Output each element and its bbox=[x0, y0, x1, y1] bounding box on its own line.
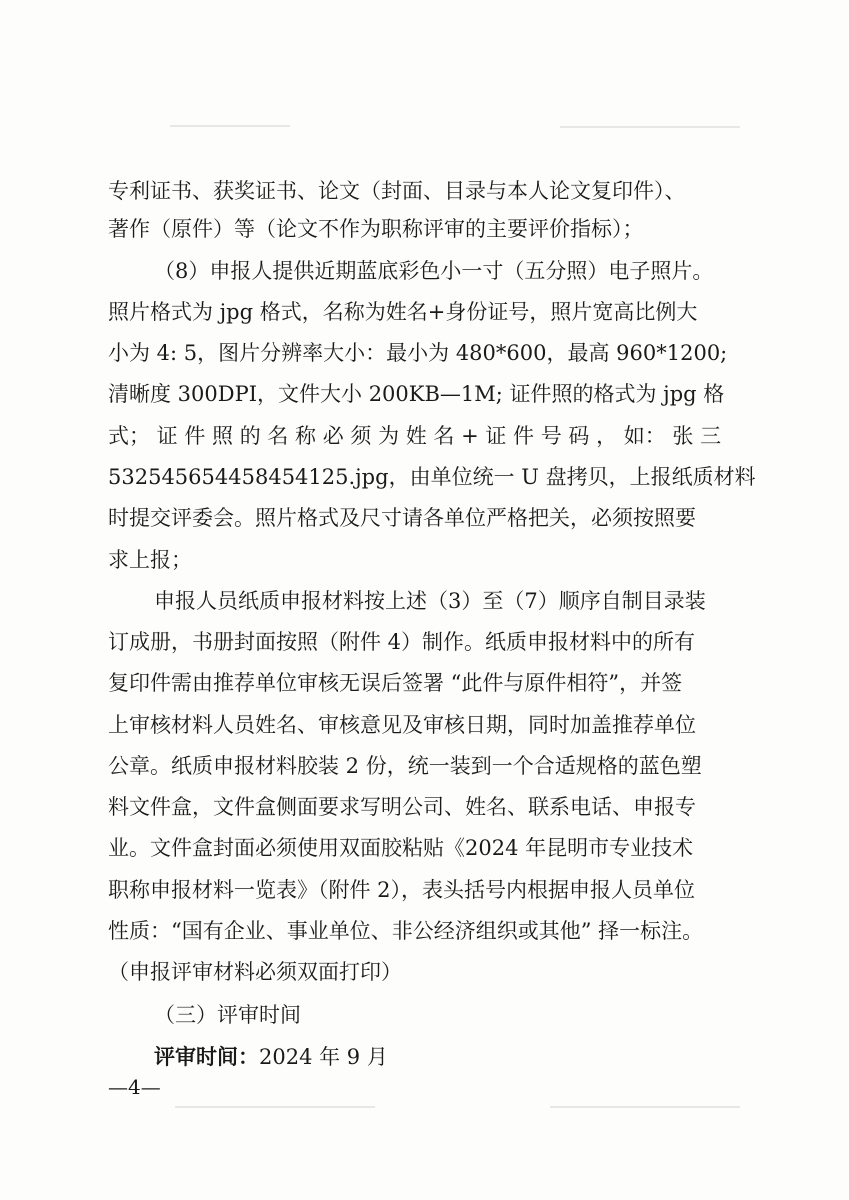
body-line-4 bbox=[108, 297, 697, 327]
body-line-5 bbox=[108, 338, 727, 368]
body-line-19 bbox=[108, 916, 703, 946]
body-line-12 bbox=[108, 627, 695, 657]
body-line-14 bbox=[108, 710, 696, 740]
body-line-20 bbox=[108, 957, 402, 987]
text-line: 式； 证 件 照 的 名 称 必 须 为 姓 名 + 证 件 号 码 ， 如： 张 三 bbox=[108, 424, 722, 448]
text-line: 订成册，书册封面按照（附件 4）制作。纸质申报材料中的所有 bbox=[108, 630, 696, 654]
scan-artifact-top bbox=[170, 125, 290, 127]
review-time-line bbox=[154, 1042, 388, 1072]
body-line-8 bbox=[108, 462, 756, 492]
text-line: 上审核材料人员姓名、审核意见及审核日期，同时加盖推荐单位 bbox=[108, 713, 696, 737]
review-time-label: 评审时间： bbox=[154, 1044, 259, 1069]
text-line: 职称申报材料一览表》（附件 2），表头括号内根据申报人员单位 bbox=[108, 878, 696, 902]
body-line-18 bbox=[108, 875, 695, 905]
text-line: 532545654458454125.jpg，由单位统一 U 盘拷贝，上报纸质材料 bbox=[108, 465, 756, 489]
body-line-3 bbox=[154, 256, 713, 286]
text-line: （8）申报人提供近期蓝底彩色小一寸（五分照）电子照片。 bbox=[154, 259, 714, 283]
scan-artifact-bottom bbox=[175, 1106, 375, 1108]
body-line-9 bbox=[108, 503, 696, 533]
review-time-value: 2024 年 9 月 bbox=[259, 1045, 388, 1069]
body-line-7 bbox=[108, 421, 721, 451]
text-line: 专利证书、获奖证书、论文（封面、目录与本人论文复印件）、 bbox=[108, 179, 686, 203]
text-line: （申报评审材料必须双面打印） bbox=[108, 960, 402, 984]
text-line: 时提交评委会。照片格式及尺寸请各单位严格把关，必须按照要 bbox=[108, 506, 696, 530]
text-line: 性质：“国有企业、事业单位、非公经济组织或其他” 择一标注。 bbox=[108, 919, 704, 943]
text-line: 著作（原件）等（论文不作为职称评审的主要评价指标）； bbox=[108, 217, 644, 241]
body-line-10 bbox=[108, 545, 192, 575]
body-line-2 bbox=[108, 214, 644, 244]
text-line: 公章。纸质申报材料胶装 2 份，统一装到一个合适规格的蓝色塑 bbox=[108, 754, 702, 778]
text-line: 求上报； bbox=[108, 548, 192, 572]
text-line: 业。文件盒封面必须使用双面胶粘贴《2024 年昆明市专业技术 bbox=[108, 836, 694, 860]
text-line: 复印件需由推荐单位审核无误后签署 “此件与原件相符”，并签 bbox=[108, 671, 683, 695]
text-line: 申报人员纸质申报材料按上述（3）至（7）顺序自制目录装 bbox=[154, 589, 706, 613]
section-heading bbox=[154, 1000, 301, 1030]
text-line: 料文件盒，文件盒侧面要求写明公司、姓名、联系电话、申报专 bbox=[108, 795, 696, 819]
scan-artifact-top-right bbox=[560, 126, 740, 128]
body-line-11 bbox=[154, 586, 706, 616]
text-line: 小为 4: 5，图片分辨率大小：最小为 480*600，最高 960*1200; bbox=[108, 341, 728, 365]
text-line: 清晰度 300DPI，文件大小 200KB—1M; 证件照的格式为 jpg 格 bbox=[108, 382, 725, 406]
body-line-17 bbox=[108, 833, 693, 863]
page-number: —4— bbox=[108, 1075, 161, 1099]
text-line: 照片格式为 jpg 格式，名称为姓名+身份证号，照片宽高比例大 bbox=[108, 300, 698, 324]
section-heading-text: （三）评审时间 bbox=[154, 1003, 301, 1027]
body-line-1 bbox=[108, 176, 732, 206]
scan-artifact-bottom-right bbox=[550, 1106, 740, 1108]
body-line-15 bbox=[108, 751, 702, 781]
body-line-6 bbox=[108, 379, 724, 409]
body-line-16 bbox=[108, 792, 696, 822]
body-line-13 bbox=[108, 668, 682, 698]
